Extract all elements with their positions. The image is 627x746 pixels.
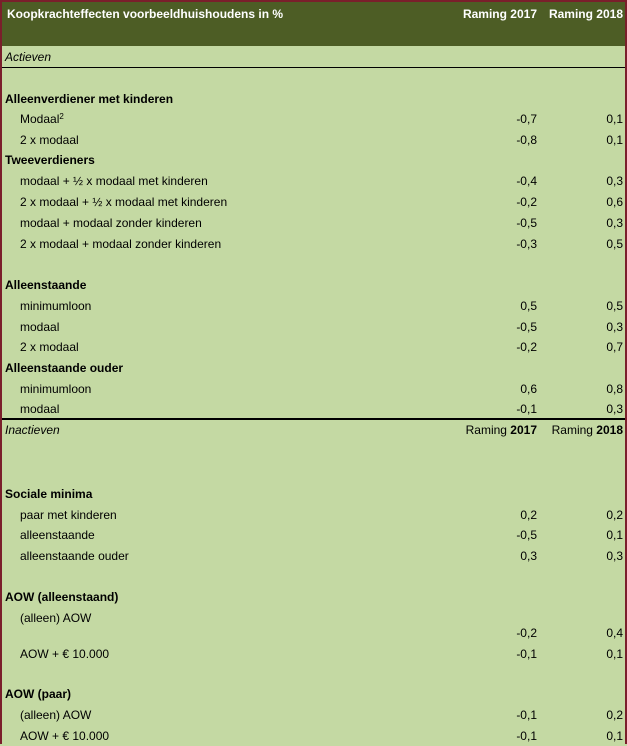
value-2017: 0,3 — [520, 549, 537, 563]
group-label: Tweeverdieners — [5, 153, 95, 167]
value-2017: -0,5 — [516, 216, 537, 230]
group-row — [2, 358, 625, 378]
table-row — [2, 705, 625, 725]
value-2018: 0,3 — [606, 402, 623, 416]
row-label: modaal + ½ x modaal met kinderen — [20, 174, 208, 188]
value-2017: -0,7 — [516, 112, 537, 126]
section-label: Actieven — [5, 50, 52, 64]
value-2017: -0,1 — [516, 708, 537, 722]
table-row — [2, 399, 625, 419]
value-2018: 0,8 — [606, 382, 623, 396]
value-2018: 0,3 — [606, 320, 623, 334]
value-2017: 0,5 — [520, 299, 537, 313]
table-row — [2, 505, 625, 525]
value-2018: 0,1 — [606, 729, 623, 743]
group-label: Alleenverdiener met kinderen — [5, 92, 174, 106]
table-row — [2, 317, 625, 337]
value-2018: 0,1 — [606, 528, 623, 542]
row-label: alleenstaande ouder — [20, 549, 129, 563]
group-row — [2, 150, 625, 170]
table-row — [2, 213, 625, 233]
column-header-2017: Raming 2017 — [465, 423, 537, 437]
value-2018: 0,6 — [606, 195, 623, 209]
row-label: minimumloon — [20, 299, 92, 313]
group-label: Sociale minima — [5, 487, 93, 501]
value-2017: -0,4 — [516, 174, 537, 188]
group-label: Alleenstaande — [5, 278, 87, 292]
value-2017: -0,2 — [516, 626, 537, 640]
value-2018: 0,2 — [606, 708, 623, 722]
divider — [2, 67, 625, 68]
column-header-2017: Raming 2017 — [462, 7, 537, 21]
value-2018: 0,5 — [606, 237, 623, 251]
value-2018: 0,2 — [606, 508, 623, 522]
table-header — [2, 2, 625, 46]
group-row — [2, 89, 625, 109]
row-label: (alleen) AOW — [20, 708, 92, 722]
group-row — [2, 587, 625, 607]
value-2018: 0,3 — [606, 216, 623, 230]
table-row — [2, 644, 625, 664]
column-header-2018: Raming 2018 — [548, 7, 623, 21]
table-row — [2, 525, 625, 545]
group-label: Alleenstaande ouder — [5, 361, 124, 375]
table-row — [2, 109, 625, 129]
value-2018: 0,1 — [606, 647, 623, 661]
table-row — [2, 192, 625, 212]
row-label: modaal — [20, 320, 60, 334]
section-label: Inactieven — [5, 423, 60, 437]
value-2017: -0,1 — [516, 402, 537, 416]
value-2017: -0,5 — [516, 528, 537, 542]
group-row — [2, 275, 625, 295]
value-2017: -0,1 — [516, 647, 537, 661]
group-row — [2, 684, 625, 704]
table-title: Koopkrachteffecten voorbeeldhuishoudens in % — [7, 7, 284, 21]
value-2017: -0,3 — [516, 237, 537, 251]
value-2017: -0,1 — [516, 729, 537, 743]
row-label: AOW + € 10.000 — [20, 729, 110, 743]
footnote-marker: 2 — [59, 112, 64, 121]
value-2018: 0,1 — [606, 112, 623, 126]
group-row — [2, 484, 625, 504]
value-2018: 0,3 — [606, 174, 623, 188]
table-row — [2, 726, 625, 746]
section-actieven — [2, 47, 625, 67]
row-label: paar met kinderen — [20, 508, 117, 522]
value-2017: 0,6 — [520, 382, 537, 396]
table-row — [2, 171, 625, 191]
row-label: Modaal$^2$ — [20, 112, 64, 126]
table-row — [2, 623, 625, 643]
table-row — [2, 130, 625, 150]
row-label: 2 x modaal — [20, 133, 79, 147]
section-inactieven — [2, 420, 625, 440]
table-row — [2, 337, 625, 357]
row-label: 2 x modaal + modaal zonder kinderen — [20, 237, 222, 251]
value-2017: -0,8 — [516, 133, 537, 147]
row-label: 2 x modaal + ½ x modaal met kinderen — [20, 195, 228, 209]
row-label: minimumloon — [20, 382, 92, 396]
table-row — [2, 546, 625, 566]
value-2017: -0,2 — [516, 340, 537, 354]
row-label: AOW + € 10.000 — [20, 647, 110, 661]
value-2017: -0,5 — [516, 320, 537, 334]
row-label: (alleen) AOW — [20, 611, 92, 625]
value-2018: 0,7 — [606, 340, 623, 354]
table-row — [2, 234, 625, 254]
group-label: AOW (alleenstaand) — [5, 590, 119, 604]
value-2018: 0,5 — [606, 299, 623, 313]
row-label: alleenstaande — [20, 528, 95, 542]
value-2017: -0,2 — [516, 195, 537, 209]
table-row — [2, 379, 625, 399]
row-label: 2 x modaal — [20, 340, 79, 354]
row-label: modaal + modaal zonder kinderen — [20, 216, 202, 230]
group-label: AOW (paar) — [5, 687, 71, 701]
column-header-2018: Raming 2018 — [551, 423, 623, 437]
value-2018: 0,1 — [606, 133, 623, 147]
value-2018: 0,3 — [606, 549, 623, 563]
row-label: modaal — [20, 402, 60, 416]
table-row — [2, 296, 625, 316]
value-2017: 0,2 — [520, 508, 537, 522]
value-2018: 0,4 — [606, 626, 623, 640]
